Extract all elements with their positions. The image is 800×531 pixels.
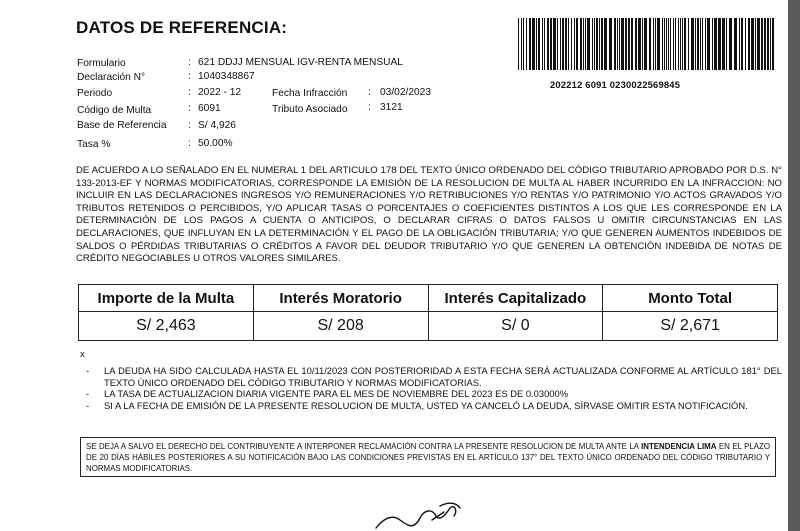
note-item (86, 365, 782, 388)
base-referencia-label: Base de Referencia (77, 120, 167, 131)
formulario-value: 621 DDJJ MENSUAL IGV-RENTA MENSUAL (198, 57, 403, 68)
note-text: SI A LA FECHA DE EMISIÓN DE LA PRESENTE RESOLUCION DE MULTA, USTED YA CANCELÓ LA DEUDA, SÍRVASE OMITIR ESTA NOTIFICACIÓN. (104, 399, 748, 411)
note-dash: - (86, 365, 90, 376)
note-text: LA TASA DE ACTUALIZACION DIARIA VIGENTE PARA EL MES DE NOVIEMBRE DEL 2023 ES DE 0.03000% (104, 388, 569, 400)
notes-list (86, 365, 782, 411)
value-monto-total: S/ 2,671 (603, 312, 778, 341)
tasa-colon: : (188, 138, 191, 149)
barcode-number: 202212 6091 0230022569845 (550, 79, 681, 90)
legal-text-part1: SE DEJA A SALVO EL DERECHO DEL CONTRIBUYENTE A INTERPONER RECLAMACIÓN CONTRA LA PRESENTE RESOLUCION DE MULTA ANTE LA (86, 442, 642, 451)
viewer-scroll-edge (788, 0, 800, 531)
signature-image (370, 500, 470, 531)
note-text: LA DEUDA HA SIDO CALCULADA HASTA EL 10/11/2023 CON POSTERIORIDAD A ESTA FECHA SERÁ ACTUALIZADA CONFORME AL ARTÍCULO 181° DEL TEXTO ÚNICO ORDENADO DEL CÓDIGO TRIBUTARIO Y NORMAS MODIFICATORIAS. (104, 365, 782, 388)
amounts-value-row (79, 312, 778, 341)
value-importe-multa: S/ 2,463 (79, 312, 254, 341)
note-dash: - (86, 399, 90, 411)
x-mark: x (80, 349, 85, 360)
fecha-infraccion-value: 03/02/2023 (380, 87, 431, 98)
header-interes-capitalizado: Interés Capitalizado (428, 285, 603, 312)
formulario-label: Formulario (77, 58, 126, 69)
barcode-image (516, 18, 780, 70)
periodo-label: Periodo (77, 88, 113, 99)
amounts-table (78, 284, 778, 341)
note-dash: - (86, 388, 90, 400)
tributo-asociado-value: 3121 (380, 102, 403, 113)
periodo-value: 2022 - 12 (198, 87, 242, 98)
legal-text-bold: INTENDENCIA LIMA (641, 442, 717, 451)
fecha-infraccion-label: Fecha Infracción (272, 88, 348, 99)
header-importe-multa: Importe de la Multa (79, 285, 254, 312)
header-interes-moratorio: Interés Moratorio (253, 285, 428, 312)
value-interes-capitalizado: S/ 0 (428, 312, 603, 341)
header-monto-total: Monto Total (603, 285, 778, 312)
base-referencia-colon: : (188, 120, 191, 131)
codigo-multa-value: 6091 (198, 103, 221, 114)
section-title: DATOS DE REFERENCIA: (76, 18, 288, 37)
declaracion-colon: : (188, 71, 191, 82)
codigo-multa-colon: : (188, 103, 191, 114)
tributo-asociado-label: Tributo Asociado (272, 104, 348, 115)
base-referencia-value: S/ 4,926 (198, 120, 236, 131)
infraction-paragraph: DE ACUERDO A LO SEÑALADO EN EL NUMERAL 1 DEL ARTICULO 178 DEL TEXTO ÚNICO ORDENADO DEL CÓDIGO TRIBUTARIO APROBADO POR D.S. N° 133-2013-EF Y NORMAS MODIFICATORIAS, CORRESPONDE LA EMISIÓN DE LA RESOLUCION DE MULTA AL HABER INCURRIDO EN LA INFRACCION: NO INCLUIR EN LAS DECLARACIONES INGRESOS Y/O REMUNERACIONES Y/O RETRIBUCIONES Y/O RENTAS Y/O PATRIMONIO Y/O ACTOS GRAVADOS Y/O TRIBUTOS RETENIDOS O PERCIBIDOS, Y/O APLICAR TASAS O PORCENTAJES O COEFICIENTES DISTINTOS A LOS QUE LES CORRESPONDE EN LA DETERMINACIÓN DE LOS PAGOS A CUENTA O ANTICIPOS, O DECLARAR CIFRAS O DATOS FALSOS U OMITIR CIRCUNSTANCIAS EN LAS DECLARACIONES, QUE INFLUYAN EN LA DETERMINACIÓN Y EL PAGO DE LA OBLIGACIÓN TRIBUTARIA; Y/O QUE GENEREN AUMENTOS INDEBIDOS DE SALDOS O PÉRDIDAS TRIBUTARIAS O CRÉDITOS A FAVOR DEL DEUDOR TRIBUTARIO Y/O QUE GENEREN LA OBTENCIÓN INDEBIDA DE NOTAS DE CRÉDITO NEGOCIABLES U OTROS VALORES SIMILARES. (76, 165, 782, 265)
declaracion-value: 1040348867 (198, 71, 255, 82)
legal-text-part2: EN EL PLAZO DE 20 DÍAS HÁBILES POSTERIORES A SU NOTIFICACIÓN BAJO LAS CONDICIONES PREVISTAS EN EL ARTÍCULO 137° DEL TEXTO ÚNICO ORDENADO DEL CÓDIGO TRIBUTARIO Y NORMAS MODIFICATORIAS. (86, 442, 771, 473)
periodo-colon: : (188, 87, 191, 98)
codigo-multa-label: Código de Multa (77, 105, 152, 116)
value-interes-moratorio: S/ 208 (253, 312, 428, 341)
declaracion-label: Declaración N° (77, 72, 146, 83)
tasa-value: 50.00% (198, 138, 233, 149)
note-item (86, 388, 782, 400)
tributo-asociado-colon: : (368, 102, 371, 113)
tasa-label: Tasa % (77, 139, 111, 150)
legal-notice-box (80, 437, 776, 477)
formulario-colon: : (188, 57, 191, 68)
note-item (86, 400, 782, 412)
amounts-header-row (79, 285, 778, 312)
fecha-infraccion-colon: : (368, 87, 371, 98)
